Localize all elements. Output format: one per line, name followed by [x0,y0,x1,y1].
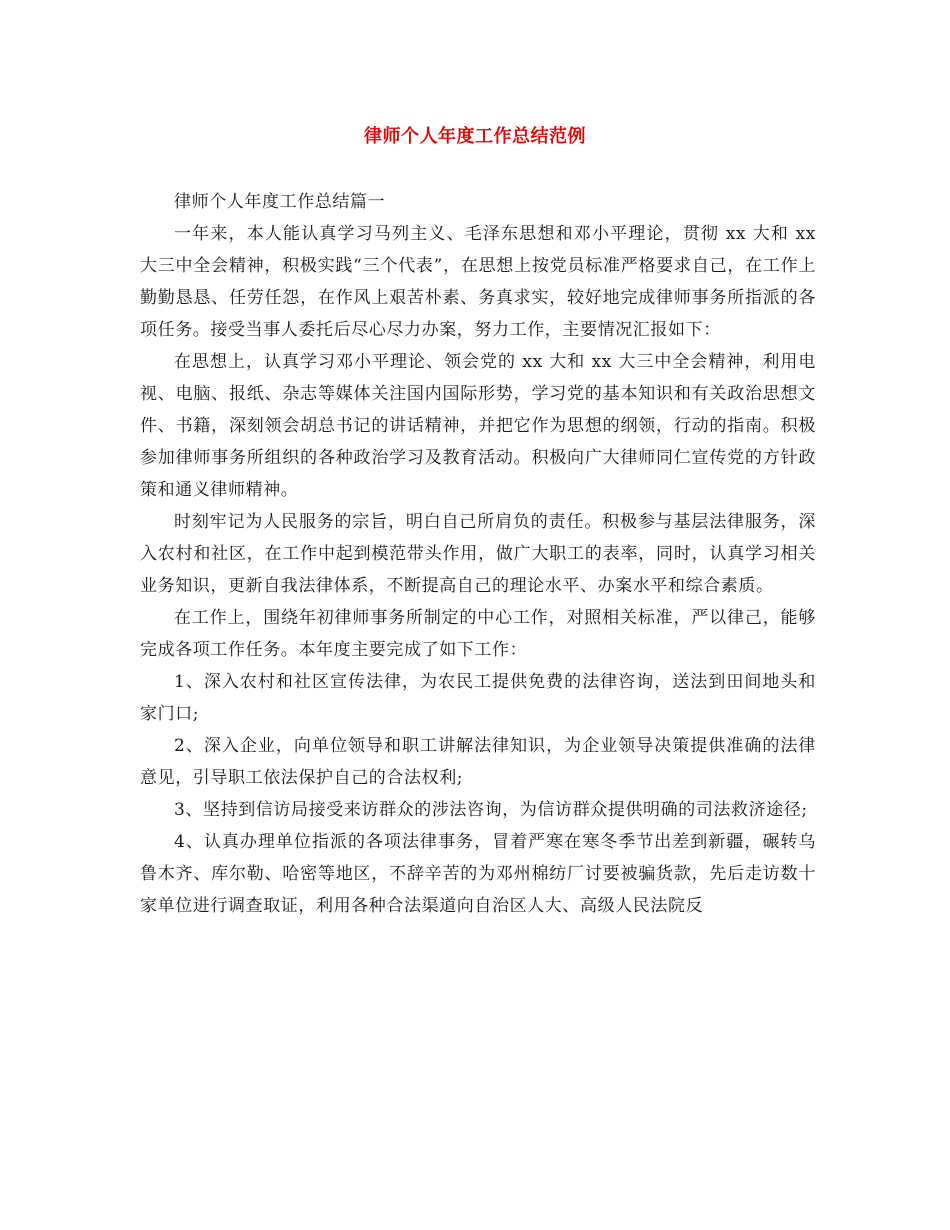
list-item-1: 1、深入农村和社区宣传法律，为农民工提供免费的法律咨询，送法到田间地头和家门口; [140,672,816,724]
document-body [140,186,816,922]
section-heading: 律师个人年度工作总结篇一 [174,192,386,212]
paragraph-service: 时刻牢记为人民服务的宗旨，明白自己所肩负的责任。积极参与基层法律服务，深入农村和社区，在工作中起到模范带头作用，做广大职工的表率，同时，认真学习相关业务知识，更新自我法律体系，不断提高自己的理论水平、办案水平和综合素质。 [140,512,816,596]
paragraph-work: 在工作上，围绕年初律师事务所制定的中心工作，对照相关标准，严以律己，能够完成各项工作任务。本年度主要完成了如下工作： [140,608,816,660]
list-item-3: 3、坚持到信访局接受来访群众的涉法咨询，为信访群众提供明确的司法救济途径; [174,800,808,820]
list-item-2: 2、深入企业，向单位领导和职工讲解法律知识，为企业领导决策提供准确的法律意见，引导职工依法保护自己的合法权利; [140,736,816,788]
paragraph-intro: 一年来，本人能认真学习马列主义、毛泽东思想和邓小平理论，贯彻 xx 大和 xx 大三中全会精神，积极实践“三个代表”，在思想上按党员标准严格要求自己，在工作上勤勤恳恳、任劳任怨，在作风上艰苦朴素、务真求实，较好地完成律师事务所指派的各项任务。接受当事人委托后尽心尽力办案，努力工作，主要情况汇报如下： [140,224,816,340]
document-title: 律师个人年度工作总结范例 [364,126,586,147]
list-item-4: 4、认真办理单位指派的各项法律事务，冒着严寒在寒冬季节出差到新疆，碾转乌鲁木齐、库尔勒、哈密等地区，不辞辛苦的为邓州棉纺厂讨要被骗货款，先后走访数十家单位进行调查取证，利用各种合法渠道向自治区人大、高级人民法院反 [140,832,816,916]
paragraph-thought: 在思想上，认真学习邓小平理论、领会党的 xx 大和 xx 大三中全会精神，利用电视、电脑、报纸、杂志等媒体关注国内国际形势，学习党的基本知识和有关政治思想文件、书籍，深刻领会胡总书记的讲话精神，并把它作为思想的纲领，行动的指南。积极参加律师事务所组织的各种政治学习及教育活动。积极向广大律师同仁宣传党的方针政策和通义律师精神。 [140,352,816,500]
